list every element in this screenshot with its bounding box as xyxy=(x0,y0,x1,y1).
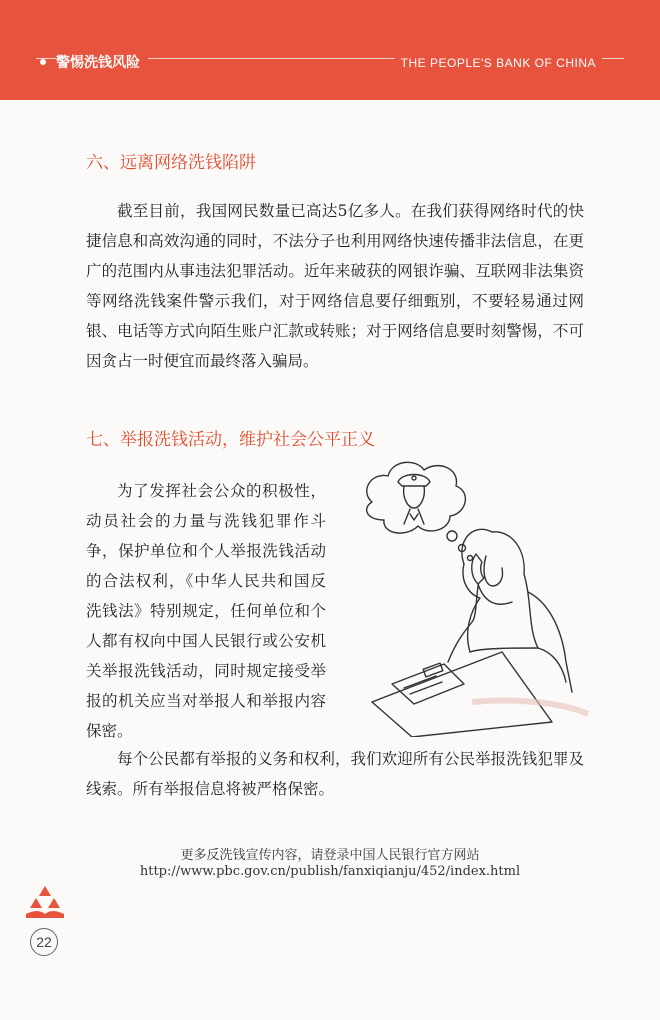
header-band xyxy=(0,0,660,100)
page-number: 22 xyxy=(30,928,58,956)
section6-text: 截至目前，我国网民数量已高达5亿多人。在我们获得网络时代的快捷信息和高效沟通的同时，不法分子也利用网络快速传播非法信息，在更广的范围内从事违法犯罪活动。近年来破获的网银诈骗、互联网非法集资等网络洗钱案件警示我们，对于网络信息要仔细甄别，不要轻易通过网银、电话等方式向陌生账户汇款或转账；对于网络信息要时刻警惕，不可因贪占一时便宜而最终落入骗局。 xyxy=(86,202,584,370)
section7-paragraph2 xyxy=(86,744,584,804)
section7-paragraph1 xyxy=(86,476,326,746)
header-bullet-icon xyxy=(40,59,46,65)
phone-report-illustration xyxy=(352,452,592,737)
thought-cloud-icon xyxy=(367,462,466,533)
section6-paragraph xyxy=(86,196,584,376)
pboc-logo-icon xyxy=(22,884,68,920)
header-right-title: THE PEOPLE'S BANK OF CHINA xyxy=(395,56,602,70)
header-left-title: 警惕洗钱风险 xyxy=(56,52,148,72)
phone-handset-icon xyxy=(472,554,484,584)
header-left xyxy=(40,52,148,72)
section7-text2: 每个公民都有举报的义务和权利，我们欢迎所有公民举报洗钱犯罪及线索。所有举报信息将被严格保密。 xyxy=(86,750,584,798)
section7-heading: 七、举报洗钱活动，维护社会公平正义 xyxy=(86,430,375,450)
desk-phone-icon xyxy=(392,664,464,704)
section6-heading: 六、远离网络洗钱陷阱 xyxy=(86,153,256,173)
footer-note-url: http://www.pbc.gov.cn/publish/fanxiqianju/452/index.html xyxy=(139,864,521,879)
desk-icon xyxy=(372,652,552,737)
footer-note-line1: 更多反洗钱宣传内容，请登录中国人民银行官方网站 xyxy=(180,848,480,863)
section7-text1: 为了发挥社会公众的积极性，动员社会的力量与洗钱犯罪作斗争，保护单位和个人举报洗钱活动的合法权利，《中华人民共和国反洗钱法》特别规定，任何单位和个人都有权向中国人民银行或公安机关举报洗钱活动，同时规定接受举报的机关应当对举报人和举报内容保密。 xyxy=(86,482,326,740)
